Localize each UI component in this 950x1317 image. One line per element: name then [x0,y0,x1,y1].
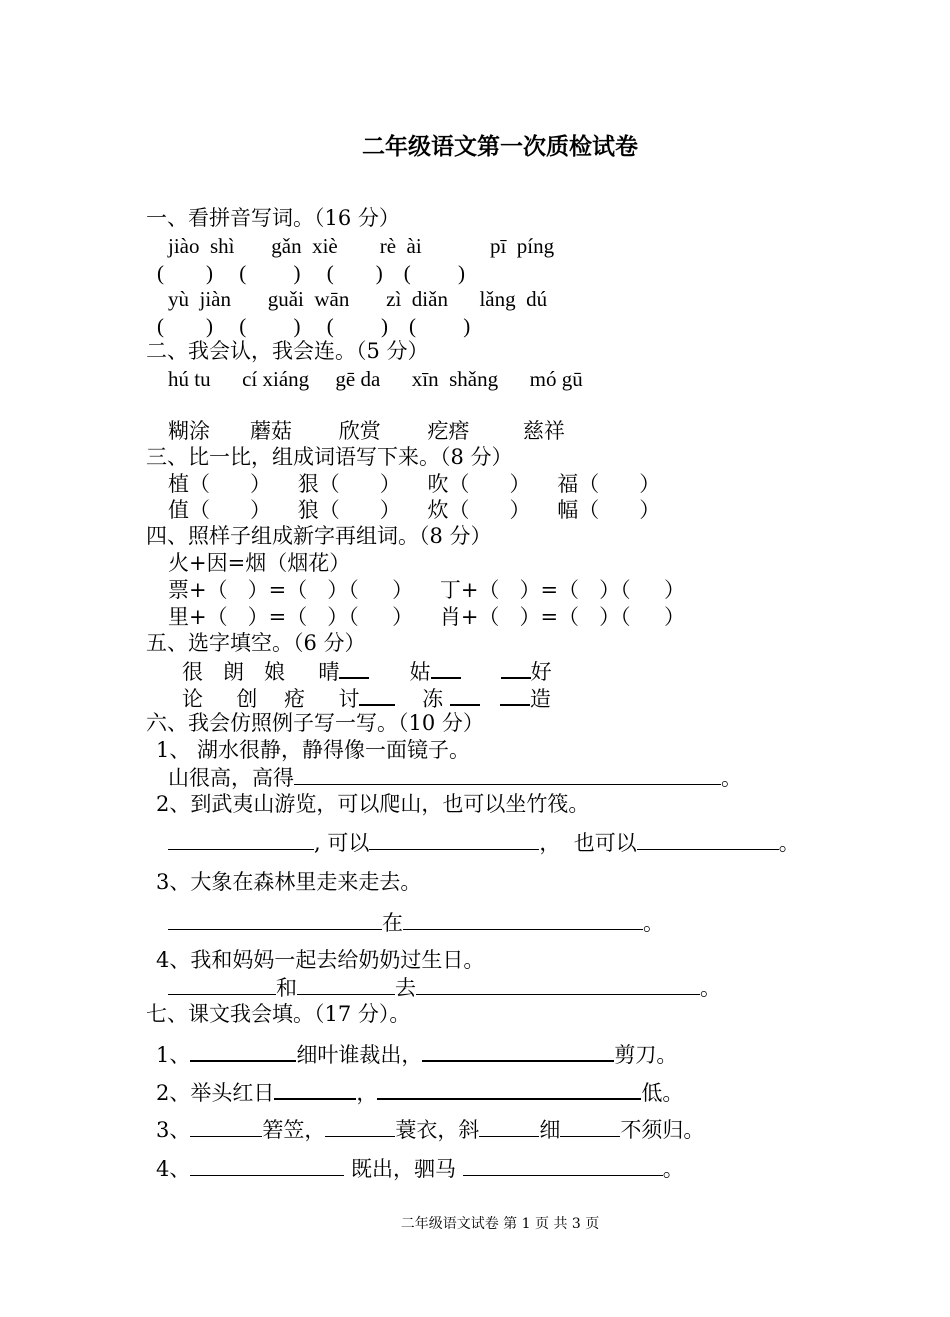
period: 。 [643,911,664,935]
section-5-row-2 [182,684,551,712]
section-6-q3-a: 在 [382,911,403,935]
section-5-word-gu: 姑 [409,660,431,684]
blank[interactable] [500,684,530,706]
section-3-heading: 三、比一比，组成词语写下来。（8 分） [146,445,513,469]
blank[interactable] [501,657,531,679]
section-6-q4: 4、我和妈妈一起去给奶奶过生日。 [156,948,485,972]
question-number: 1、 [156,1043,191,1067]
section-4-heading: 四、照样子组成新字再组词。（8 分） [146,524,492,548]
blank[interactable] [637,829,779,850]
period: 。 [778,831,800,855]
section-5-word-zao: 造 [529,687,551,711]
section-7-q1-b: 剪刀。 [614,1043,678,1067]
section-7-q2-b: ， [356,1081,378,1105]
section-6-q4-a: 和 [276,976,297,1000]
section-4-row-1: 票+（ ）=（ ）（ ） 丁+（ ）=（ ）（ ） [168,578,685,602]
section-6-heading: 六、我会仿照例子写一写。（10 分） [146,711,484,735]
section-7-q4 [156,1155,684,1182]
blank[interactable] [168,974,276,995]
blank[interactable] [339,657,369,679]
section-6-q2: 2、到武夷山游览，可以爬山，也可以坐竹筏。 [156,792,590,816]
blank[interactable] [168,829,314,850]
section-6-q3-answer [168,909,664,936]
period: 。 [700,976,721,1000]
section-6-q2-answer [168,829,800,856]
blank[interactable] [297,974,395,995]
blank[interactable] [463,1155,663,1176]
section-6-q2-b: ， 也可以 [539,831,637,855]
section-1-pinyin-row-2: yù jiàn guǎi wān zì diǎn lǎng dú [168,287,548,311]
blank[interactable] [377,1078,641,1100]
section-7-q2-a: 2、举头红日 [156,1081,275,1105]
section-7-q3-d: 不须归。 [620,1118,705,1142]
section-1-heading: 一、看拼音写词。（16 分） [146,206,400,230]
blank[interactable] [325,1116,395,1137]
blank[interactable] [190,1155,344,1176]
question-number: 4、 [156,1157,191,1181]
page-title: 二年级语文第一次质检试卷 [362,133,638,160]
section-2-heading: 二、我会认，我会连。（5 分） [146,339,429,363]
blank[interactable] [422,1040,614,1062]
section-1-brackets-row-2: ( ) ( ) ( ) ( ) [157,314,471,338]
section-1-brackets-row-1: ( ) ( ) ( ) ( ) [157,261,465,285]
blank[interactable] [190,1040,296,1062]
section-6-q1-answer [168,764,742,791]
blank[interactable] [450,684,480,706]
section-7-q2 [156,1078,683,1106]
blank[interactable] [168,909,382,930]
section-7-q2-c: 低。 [641,1081,684,1105]
section-6-q3: 3、大象在森林里走来走去。 [156,870,422,894]
section-2-pinyin: hú tu cí xiáng gē da xīn shǎng mó gū [168,367,583,391]
section-7-heading: 七、课文我会填。（17 分）。 [146,1002,411,1026]
section-5-heading: 五、选字填空。（6 分） [146,631,366,655]
section-1-pinyin-row-1: jiào shì gǎn xiè rè ài pī píng [168,234,555,258]
section-2-words: 糊涂 蘑菇 欣赏 疙瘩 慈祥 [168,419,565,443]
section-5-chars-1: 很 朗 娘 晴 [182,660,340,684]
section-6-q2-a: , 可以 [314,831,370,855]
section-7-q4-a: 既出，驷马 [344,1157,463,1181]
section-6-q4-b: 去 [395,976,416,1000]
section-7-q3-b: 蓑衣，斜 [395,1118,480,1142]
section-4-row-2: 里+（ ）=（ ）（ ） 肖+（ ）=（ ）（ ） [168,605,685,629]
blank[interactable] [359,684,395,706]
section-5-chars-2: 论 创 疮 讨 [182,687,360,711]
blank[interactable] [431,657,461,679]
section-3-row-1: 植（ ） 狠（ ） 吹（ ） 福（ ） [168,472,661,496]
blank[interactable] [479,1116,539,1137]
question-number: 3、 [156,1118,191,1142]
section-6-q4-answer [168,974,721,1001]
section-3-row-2: 值（ ） 狼（ ） 炊（ ） 幅（ ） [168,498,661,522]
section-6-q1: 1、 湖水很静，静得像一面镜子。 [156,738,471,762]
section-4-example: 火+因=烟（烟花） [168,551,351,575]
section-7-q3-a: 箬笠， [262,1118,326,1142]
blank[interactable] [560,1116,620,1137]
section-5-word-hao: 好 [530,660,552,684]
blank[interactable] [294,764,721,785]
period: 。 [721,766,742,790]
section-5-row-1 [182,657,552,685]
section-7-q1 [156,1040,677,1068]
blank[interactable] [369,829,539,850]
blank[interactable] [274,1078,356,1100]
section-7-q3 [156,1116,704,1143]
period: 。 [662,1157,684,1181]
blank[interactable] [190,1116,262,1137]
blank[interactable] [403,909,643,930]
section-5-word-dong: 冻 [422,687,444,711]
page-footer: 二年级语文试卷 第 1 页 共 3 页 [400,1216,600,1232]
section-7-q1-a: 细叶谁裁出， [296,1043,423,1067]
section-6-q1-prompt: 山很高，高得 [168,766,294,790]
blank[interactable] [416,974,700,995]
section-7-q3-c: 细 [539,1118,561,1142]
